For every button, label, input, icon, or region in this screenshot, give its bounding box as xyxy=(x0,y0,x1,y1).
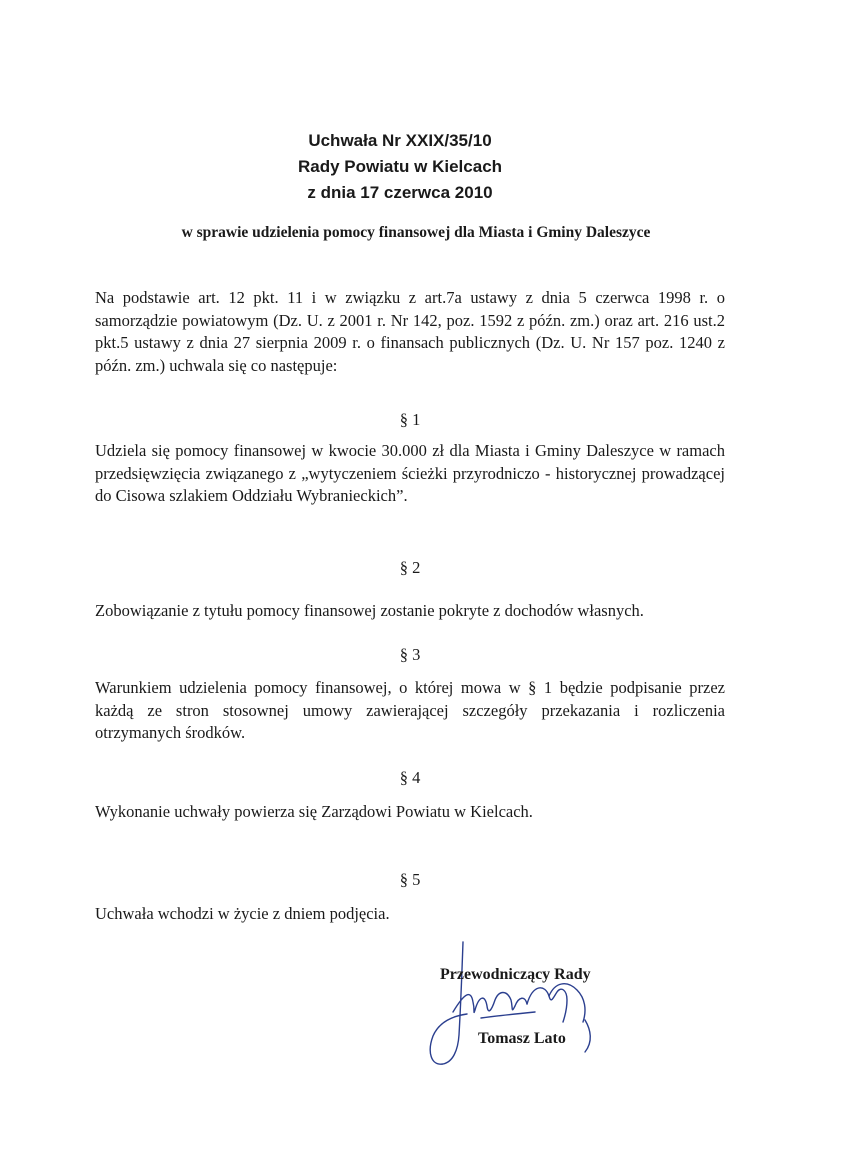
section-2-text: Zobowiązanie z tytułu pomocy finansowej zostanie pokryte z dochodów własnych. xyxy=(95,601,644,620)
signatory-name: Tomasz Lato xyxy=(478,1030,566,1047)
resolution-subject: w sprawie udzielenia pomocy finansowej dla Miasta i Gminy Daleszyce xyxy=(181,224,651,241)
council-name: Rady Powiatu w Kielcach xyxy=(297,157,503,176)
section-3-mark: § 3 xyxy=(399,645,421,664)
signatory-title: Przewodniczący Rady xyxy=(440,966,591,983)
section-4-text: Wykonanie uchwały powierza się Zarządowi Powiatu w Kielcach. xyxy=(95,802,533,821)
resolution-number: Uchwała Nr XXIX/35/10 xyxy=(308,131,492,150)
section-5-mark: § 5 xyxy=(399,870,421,889)
section-3-text: Warunkiem udzielenia pomocy finansowej, o której mowa w § 1 będzie podpisanie przez każdą ze stron stosownej umowy zawierającej szczegóły przekazania i rozliczenia otrzymanych środków. xyxy=(95,678,725,742)
resolution-header xyxy=(0,128,800,206)
handwritten-signature xyxy=(425,940,615,1075)
section-4-mark: § 4 xyxy=(399,768,421,787)
section-5-text: Uchwała wchodzi w życie z dniem podjęcia. xyxy=(95,904,390,923)
section-1-mark: § 1 xyxy=(399,410,421,429)
section-1-text: Udziela się pomocy finansowej w kwocie 30.000 zł dla Miasta i Gminy Daleszyce w ramach przedsięwzięcia związanego z „wytyczeniem ścieżki przyrodniczo - historycznej prowadzącej do Cisowa szlakiem Oddziału Wybranieckich”. xyxy=(95,441,725,505)
resolution-date: z dnia 17 czerwca 2010 xyxy=(307,183,493,202)
section-2-mark: § 2 xyxy=(399,558,421,577)
preamble-paragraph: Na podstawie art. 12 pkt. 11 i w związku z art.7a ustawy z dnia 5 czerwca 1998 r. o samorządzie powiatowym (Dz. U. z 2001 r. Nr 142, poz. 1592 z późn. zm.) oraz art. 216 ust.2 pkt.5 ustawy z dnia 27 sierpnia 2009 r. o finansach publicznych (Dz. U. Nr 157 poz. 1240 z późn. zm.) uchwala się co następuje: xyxy=(95,288,725,375)
